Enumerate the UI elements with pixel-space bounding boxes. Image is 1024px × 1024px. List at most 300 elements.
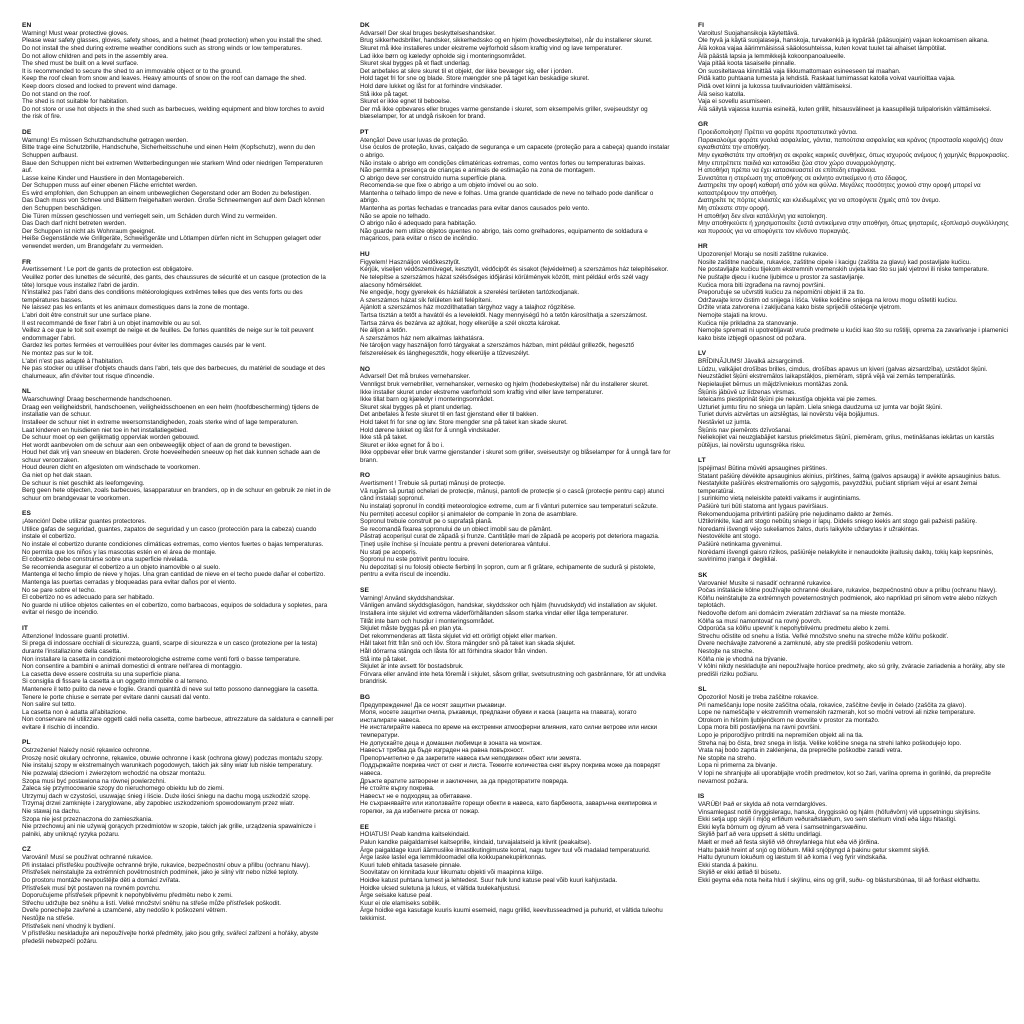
warning-line: Haltu þakið hreint af snjó og blöðum. Mikil snjóþyngd á þakinu getur skemmt skýlið.	[698, 846, 930, 854]
warning-line: Препоръчително е да закрепите навеса към неподвижен обект или земята.	[360, 754, 582, 762]
warning-line: The shed must be built on a level surface.	[22, 60, 139, 68]
warning-line: Veuillez porter des lunettes de sécurité, des gants, des chaussures de sécurité et un casque (protection de la tête) lorsque vous installez l'abri de jardin.	[22, 274, 326, 289]
warning-line: Avertisment ! Trebuie să purtați mănuși de protecție.	[360, 480, 506, 488]
warning-line: Přístřešek není vhodný k bydlení.	[22, 922, 116, 930]
warning-line: La casetta non è adatta all'abitazione.	[22, 708, 128, 716]
warning-line: Atenção! Deve usar luvas de proteção.	[360, 136, 469, 144]
warning-line: Šķūnis jābūvē uz līdzenas virsmas.	[698, 388, 796, 396]
warning-line: Ne stopite na streho.	[698, 754, 757, 762]
warning-line: Si consiglia di fissare la casetta a un oggetto immobile o al terreno.	[22, 678, 209, 686]
warning-line: Kuuri tuleb ehitada tasasele pinnale.	[360, 861, 462, 869]
warning-line: Ärge laske lastel ega lemmikloomadel olla kokkupanekupiirkonnas.	[360, 854, 547, 862]
language-section-ro	[360, 472, 672, 579]
warning-line: Noredami išvengti vėjo sukeliamos žalos, duris laikykite uždarytas ir užrakintas.	[698, 525, 920, 533]
warning-line: Varování! Musí se používat ochranné rukavice.	[22, 854, 153, 862]
warning-line: Figyelem! Használjon védőkesztyűt.	[360, 258, 461, 266]
warning-line: Não se apoie no telhado.	[360, 212, 431, 220]
warning-line: Mantenga las puertas cerradas y bloqueadas para evitar daños por el viento.	[22, 578, 237, 586]
language-section-se	[360, 587, 672, 686]
warning-line: Διατηρείτε την οροφή καθαρή από χιόνι και φύλλα. Μεγάλες ποσότητες χιονιού στην οροφή μπορεί να καταστρέψουν την αποθήκη.	[698, 182, 981, 197]
warning-line: Berg geen hete objecten, zoals barbecues, lasapparatuur en branders, op in de schuur en gebruik ze niet in de schuur om brandgevaar te voorkomen.	[22, 487, 331, 502]
warning-line: Neuzstādiet šķūni ekstremālos laikapstākļos, piemēram, stiprā vējā vai zemās temperatūrās.	[698, 373, 956, 381]
warning-line: Laat kinderen en huisdieren niet toe in het installatiegebied.	[22, 426, 188, 434]
warning-line: Vinsamlegast notið öryggisleragu, hanska, öryggisskó og hjálm (höfuðvörn) við uppsetningu skýlisins.	[698, 808, 981, 816]
warning-line: Trzymaj drzwi zamknięte i zaryglowane, aby zapobiec uszkodzeniom spowodowanym przez wiatr.	[22, 800, 295, 808]
language-section-lt	[698, 457, 1010, 564]
warning-line: Keep doors closed and locked to prevent wind damage.	[22, 82, 178, 90]
warning-line: Do not allow children and pets in the assembly area.	[22, 52, 168, 60]
warning-line: Do not install the shed during extreme weather conditions such as strong winds or low temperatures.	[22, 44, 303, 52]
language-code: BG	[360, 693, 371, 701]
warning-line: Навесът не е подходящ за обитаване.	[360, 792, 473, 800]
warning-line: Utrzymuj dach w czystości, usuwając śnieg i liście. Duże ilości śniegu na dachu mogą uszkodzić szopę.	[22, 792, 311, 800]
warning-line: Der Schuppen ist nicht als Wohnraum geeignet.	[22, 227, 156, 235]
language-code: EN	[22, 22, 32, 29]
warning-line: Não guarde nem utilize objetos quentes no abrigo, tais como grelhadores, equipamento de soldadura e maçaricos, para evitar o risco de incêndio.	[360, 227, 648, 243]
warning-line: Не съхранявайте или използвайте горещи обекти в навеса, като барбекюта, заваръчна екипировка и горелки, за да избегнете риска от пожар.	[360, 800, 657, 816]
warning-line: Η αποθήκη πρέπει να έχει κατασκευαστεί σε επίπεδη επιφάνεια.	[698, 167, 877, 175]
warning-line: Der Schuppen muss auf einer ebenen Fläche errichtet werden.	[22, 182, 198, 190]
warning-line: Neliekojiet vai neuzglabājiet karstus priekšmetus šķūnī, piemēram, grilus, metināšanas iekārtas un karstās pūtējus, lai novērstu ugunsgrēka risku.	[698, 434, 995, 449]
warning-line: Nu stați pe acoperiș.	[360, 548, 418, 556]
warning-line: Vrata naj bodo zaprta in zaklenjena, da preprečite poškodbe zaradi vetra.	[698, 747, 903, 755]
language-code: SE	[360, 586, 369, 594]
warning-line: A szerszámos ház nem alkalmas lakhatásra.	[360, 334, 485, 342]
warning-line: Se recomandă fixarea șopronului de un obiect imobil sau de pământ.	[360, 525, 552, 533]
warning-line: Kôlňu neinštalujte za extrémnych poveternostných podmienok, ako napríklad pri silnom vetre alebo nízkych teplotách.	[698, 594, 997, 610]
warning-line: Ne postavljajte kućicu tijekom ekstremnih vremenskih uvjeta kao što su jaki vjetrovi ili niske temperature.	[698, 266, 989, 274]
warning-line: Use óculos de proteção, luvas, calçado de segurança e um capacete (proteção para a cabeça) quando instalar o abrigo.	[360, 144, 670, 159]
language-section-en	[22, 22, 334, 121]
warning-line: Ikke oppbevar eller bruk varme gjenstander i skuret som griller, sveiseutstyr og blåselamper for å unngå fare for brann.	[360, 449, 671, 464]
warning-line: Älä päästä lapsia ja lemmikkejä kokoonpanoalueelle.	[698, 52, 846, 60]
warning-line: Nestovėkite ant stogo.	[698, 533, 761, 541]
warning-line: Mælt er með að festa skýlið við óhreyfanlega hlut eða við jörðina.	[698, 839, 880, 846]
warning-line: Det rekommenderas att fästa skjulet vid ett orörligt objekt eller marken.	[360, 632, 558, 640]
warning-line: Vaja pitää koota tasaiselle pinnalle.	[698, 60, 796, 68]
warning-line: N'installez pas l'abri dans des conditions météorologiques extrêmes telles que des vents forts ou des températures basses.	[22, 289, 303, 304]
warning-line: Statant pašiūrę dėvėkite apsauginius akinius, pirštines, šalmą (galvos apsaugą) ir avėkite apsauginius batus.	[698, 472, 1001, 480]
language-code: HR	[698, 243, 708, 251]
warning-line: Vänligen använd skyddsglasögon, handskar, skyddsskor och hjälm (huvudskydd) vid installation av skjulet.	[360, 602, 658, 610]
warning-line: Kućica nije prikladna za stanovanje.	[698, 319, 799, 327]
warning-line: Įspėjimas! Būtina mūvėti apsaugines pirštines.	[698, 465, 828, 473]
warning-line: Draag een veiligheidsbril, handschoenen, veiligheidsschoenen en een helm (hoofdbescherming) tijdens de installatie van de schuur.	[22, 403, 319, 419]
warning-line: VARÚÐ! Það er skylda að nota verndarglóves.	[698, 801, 828, 809]
warning-line: Kôlňa sa musí namontovať na rovný povrch.	[698, 617, 822, 625]
warning-line: Ekki standa á þakinu.	[698, 861, 758, 869]
warning-line: Das Dach darf nicht betreten werden.	[22, 220, 127, 228]
warning-line: Pri nameščanju lope nosite zaščitna očala, rokavice, zaščitne čevlje in čelado (zaščita za glavo).	[698, 701, 967, 709]
language-section-nl	[22, 388, 334, 502]
warning-line: O abrigo não é adequado para habitação.	[360, 220, 477, 228]
language-code: HU	[360, 251, 370, 259]
text-column	[22, 22, 334, 953]
warning-line: Doporučujeme přístřešek připevnit k nepohyblivému předmětu nebo k zemi.	[22, 892, 233, 900]
warning-line: Kuur ei ole elamiseks sobilik.	[360, 899, 441, 907]
warning-line: Навесът трябва да бъде изграден на равна повърхност.	[360, 747, 525, 755]
warning-line: Skuret er ikke egnet til beboelse.	[360, 98, 452, 106]
warning-line: Vaja ei sovellu asumiseen.	[698, 98, 773, 106]
warning-line: Dvere nechávajte zatvorené a zamknuté, aby ste predišli poškodeniu vetrom.	[698, 640, 913, 648]
warning-line: Bitte trage eine Schutzbrille, Handschuhe, Sicherheitsschuhe und einen Helm (Kopfschutz), wenn du den Schuppen aufbaust.	[22, 144, 315, 159]
warning-line: Į surinkimo vietą neleiskite patekti vaikams ir augintiniams.	[698, 495, 861, 503]
warning-line: Varoitus! Suojahansikoja käytettävä.	[698, 29, 800, 37]
warning-line: Upozorenje! Moraju se nositi zaštitne rukavice.	[698, 251, 829, 259]
warning-line: Střechu udržujte bez sněhu a listí. Velké množství sněhu na střeše může přístřešek poškodit.	[22, 899, 282, 907]
warning-line: Mantenere il tetto pulito da neve e foglie. Grandi quantità di neve sul tetto possono danneggiare la casetta.	[22, 685, 319, 693]
warning-line: Keep the roof clean from snow and leaves. Heavy amounts of snow on the roof can damage the shed.	[22, 75, 307, 83]
language-code: SK	[698, 571, 708, 579]
warning-line: Utilice gafas de seguridad, guantes, zapatos de seguridad y un casco (protección para la cabeza) cuando instale el cobertizo.	[22, 525, 317, 541]
warning-line: Ne pas stocker ou utiliser d'objets chauds dans l'abri, tels que des barbecues, du matériel de soudage et des chalumeaux, afin d'éviter tout risque d'incendie.	[22, 365, 326, 380]
text-column	[698, 22, 1010, 893]
language-section-fi	[698, 22, 1010, 113]
warning-line: Zaleca się przymocowanie szopy do nieruchomego obiektu lub do ziemi.	[22, 785, 224, 793]
warning-line: Nestāviet uz jumta.	[698, 418, 752, 426]
warning-line: Heiße Gegenstände wie Grillgeräte, Schweißgeräte und Lötlampen dürfen nicht im Schuppen gelagert oder verwendet werden, um Brandgefahr zu vermeiden.	[22, 235, 322, 251]
warning-line: Ne engedje, hogy gyerekek és háziállatok a szerelési területen tartózkodjanak.	[360, 289, 580, 297]
language-section-ee	[360, 824, 672, 923]
language-code: EE	[360, 823, 369, 831]
language-section-gr	[698, 121, 1010, 235]
warning-line: Do prostoru montáže nevpouštějte děti a domácí zvířata.	[22, 876, 181, 884]
warning-line: Håll taket fritt från snö och löv. Stora mängder snö på taket kan skada skjulet.	[360, 640, 576, 648]
warning-line: Der må ikke opbevares eller bruges varme genstande i skuret, som eksempelvis griller, svejseudstyr og blæselamper, for at undgå risikoen for brand.	[360, 105, 648, 121]
language-code: FR	[22, 258, 31, 266]
warning-line: L'abri doit être construit sur une surface plane.	[22, 311, 152, 319]
warning-line: Não instale o abrigo em condições climatéricas extremas, como ventos fortes ou temperaturas baixas.	[360, 159, 646, 167]
warning-line: Ajánlott a szerszámos ház mozdíthatatlan tárgyhoz vagy a talajhoz rögzítése.	[360, 304, 576, 312]
warning-line: Ole hyvä ja käytä suojalaseja, hanskoja, turvakenkiä ja kypärää (pääsuojain) vajaan kokoamisen aikana.	[698, 37, 989, 45]
warning-line: Förvara eller använd inte heta föremål i skjulet, såsom grillar, svetsutrustning och gasbrännare, för att undvika brandrisk.	[360, 670, 666, 686]
language-code: SL	[698, 686, 707, 694]
warning-line: Ärge hoidke ega kasutage kuuris kuumi esemeid, nagu grillid, keevitusseadmed ja puhurid, et vältida tuleohu tekkimist.	[360, 907, 663, 922]
language-code: GR	[698, 121, 709, 129]
warning-line: Držite vrata zatvorena i zaključana kako biste spriječili oštećenje vjetrom.	[698, 304, 902, 312]
warning-line: Моля, носете защитни очила, ръкавици, предпазни обувки и каска (защита на главата), когато инсталирате навеса.	[360, 709, 637, 724]
language-section-sk	[698, 572, 1010, 679]
warning-line: Szopa nie jest przeznaczona do zamieszkania.	[22, 815, 153, 823]
warning-line: Skýlið er ekki ætlað til búsetu.	[698, 869, 782, 877]
warning-line: Opozorilo! Nositi je treba zaščitne rokavice.	[698, 694, 819, 702]
warning-line: Strechu očistite od snehu a lístia. Veľké množstvo snehu na streche môže kôlňu poškodiť.	[698, 632, 949, 640]
warning-line: Ikke installer skuret under ekstreme værforhold som kraftig vind eller lave temperaturer.	[360, 388, 604, 396]
warning-line: Het wordt aanbevolen om de schuur aan een onbeweeglijk object of aan de grond te bevestigen.	[22, 441, 292, 449]
warning-line: Älä säilytä vajassa kuumia esineitä, kuten grillit, hitsausvälineet ja kaasupillejä tulipaloriskin välttämiseksi.	[698, 105, 992, 113]
warning-line: Nie instaluj szopy w ekstremalnych warunkach pogodowych, takich jak silny wiatr lub niskie temperatury.	[22, 762, 313, 770]
language-code: IS	[698, 793, 705, 801]
warning-line: Varning! Använd skyddshandskar.	[360, 594, 455, 602]
warning-line: Non consentire a bambini e animali domestici di entrare nell'area di montaggio.	[22, 663, 242, 671]
warning-line: The shed is not suitable for habitation.	[22, 98, 129, 106]
language-section-hu	[360, 251, 672, 358]
language-code: ES	[22, 510, 31, 518]
text-column	[360, 22, 672, 931]
warning-line: Det anbefales å feste skuret til en fast gjenstand eller til bakken.	[360, 411, 539, 419]
warning-line: V přístřešku neskladujte ani nepoužívejte horké předměty, jako jsou grily, svářecí zařízení a hořáky, abyste předešli nebezpečí požáru.	[22, 930, 319, 945]
language-code: RO	[360, 472, 371, 480]
warning-line: Die Türen müssen geschlossen und verriegelt sein, um Schäden durch Wind zu vermeiden.	[22, 212, 278, 220]
warning-line: Pašiūrė turi būti statoma ant lygaus paviršiaus.	[698, 503, 829, 511]
warning-line: Älä seiso katolla.	[698, 90, 746, 98]
warning-columns	[22, 22, 1009, 953]
warning-line: Streha naj bo čista, brez snega in listja. Velike količine snega na strehi lahko poškodujejo lopo.	[698, 739, 962, 747]
warning-line: Șopronul nu este potrivit pentru locuire.	[360, 556, 470, 564]
warning-line: Поддържайте покрива чист от сняг и листа. Тежките количества сняг върху покрива може да повредят навеса.	[360, 762, 661, 778]
warning-line: Kôlňa nie je vhodná na bývanie.	[698, 655, 788, 663]
warning-line: It is recommended to secure the shed to an immovable object or to the ground.	[22, 67, 242, 75]
warning-line: Skjulet måste byggas på en plan yta.	[360, 625, 463, 633]
warning-line: Si prega di indossare occhiali di sicurezza, guanti, scarpe di sicurezza e un casco (protezione per la testa) durante l'installazione della casetta.	[22, 640, 318, 655]
warning-line: Uzturiet jumtu tīru no sniega un lapām. Liela sniega daudzuma uz jumta var bojāt šķūni.	[698, 403, 943, 411]
warning-line: Proszę nosić okulary ochronne, rękawice, obuwie ochronne i kask (ochrona głowy) podczas montażu szopy.	[22, 754, 323, 762]
warning-line: Διατηρείτε τις πόρτες κλειστές και κλειδωμένες για να αποφύγετε ζημιές από τον άνεμο.	[698, 197, 941, 205]
warning-line: Προειδοποίηση! Πρέπει να φοράτε προστατευτικά γάντια.	[698, 129, 858, 137]
warning-line: Håll dörrarna stängda och låsta för att förhindra skador från vinden.	[360, 647, 548, 655]
warning-line: Přístřešek musí být postaven na rovném povrchu.	[22, 884, 161, 892]
warning-line: La casetta deve essere costruita su una superficie piana.	[22, 670, 181, 678]
warning-line: Waarschuwing! Draag beschermende handschoenen.	[22, 396, 172, 404]
language-code: CZ	[22, 846, 31, 854]
warning-line: Lopa ni primerna za bivanje.	[698, 762, 778, 770]
warning-line: No guarde ni utilice objetos calientes en el cobertizo, como barbacoas, equipos de soldadura y sopletes, para evitar el riesgo de incendio.	[22, 601, 328, 617]
warning-line: De schuur moet op een gelijkmatig oppervlak worden gebouwd.	[22, 434, 200, 442]
warning-line: Nestatykite pašiūrės ekstremaliomis oro sąlygomis, pavyzdžiui, pučiant stipriam vėjui ar esant žemai temperatūrai.	[698, 480, 978, 495]
language-code: DK	[360, 22, 370, 29]
warning-line: Ne telepítse a szerszámos házat szélsőséges időjárási körülmények között, mint például erős szél vagy alacsony hőmérséklet.	[360, 274, 649, 289]
warning-line: Installera inte skjulet vid extrema väderförhållanden såsom starka vindar eller låga temperaturer.	[360, 609, 629, 617]
warning-line: Nie przechowuj ani nie używaj gorących przedmiotów w szopie, takich jak grille, urządzenia spawalnicze i palniki, aby uniknąć ryzyka pożaru.	[22, 823, 316, 838]
warning-line: A szerszámos házat sík felületen kell felépíteni.	[360, 296, 492, 304]
warning-line: Soovitatav on kinnitada kuur liikumatu objekti või maapinna külge.	[360, 869, 544, 877]
warning-line: Lasse keine Kinder und Haustiere in den Montagebereich.	[22, 174, 185, 182]
warning-line: Lad ikke børn og kæledyr opholde sig i monteringsområdet.	[360, 52, 526, 60]
warning-line: Stå inte på taket.	[360, 655, 408, 663]
warning-line: Palun kandke paigaldamisel kaitseprille, kindaid, turvajalatseid ja kiivrit (peakaitse).	[360, 839, 592, 846]
warning-line: Älä kokoa vajaa äärimmäisissä sääolosuhteissa, kuten kovat tuulet tai alhaiset lämpötilat.	[698, 44, 947, 52]
warning-line: Pašiūrė netinkama gyvenimui.	[698, 541, 782, 549]
warning-line: Ostrzeżenie! Należy nosić rękawice ochronne.	[22, 747, 152, 755]
warning-line: Varovanie! Musíte si nasadiť ochranné rukavice.	[698, 579, 833, 587]
warning-line: Nosite zaštitne naočale, rukavice, zaštitne cipele i kacigu (zaštita za glavu) kad postavljate kućicu.	[698, 258, 972, 266]
warning-line: Advarsel! Det må brukes vernehansker.	[360, 373, 471, 381]
warning-line: Nemojte spremati ni upotrebljavati vruće predmete u kućici kao što su roštilji, oprema za zavarivanje i plamenici kako biste izbjegli opasnost od požara.	[698, 327, 1009, 342]
warning-line: ¡Atención! Debe utilizar guantes protectores.	[22, 518, 147, 526]
language-section-dk	[360, 22, 672, 121]
language-code: NL	[22, 388, 31, 396]
language-section-cz	[22, 846, 334, 945]
warning-line: Предупреждение! Да се носят защитни ръкавици.	[360, 701, 507, 709]
warning-line: Lope ne nameščajte v ekstremnih vremenskih razmerah, kot so močni vetrovi ali nizke temperature.	[698, 709, 976, 717]
warning-line: Avertissement ! Le port de gants de protection est obligatoire.	[22, 266, 194, 274]
language-section-pt	[360, 129, 672, 243]
warning-line: Mantenha o telhado limpo de neve e folhas. Uma grande quantidade de neve no telhado pode danificar o abrigo.	[360, 189, 654, 205]
warning-line: Installeer de schuur niet in extreme weersomstandigheden, zoals sterke wind of lage temperaturen.	[22, 418, 299, 426]
warning-line: Es wird empfohlen, den Schuppen an einem unbeweglichen Gegenstand oder am Boden zu befestigen.	[22, 189, 312, 197]
language-code: IT	[22, 624, 29, 632]
warning-line: Stå ikke på taget.	[360, 90, 409, 98]
warning-line: Baue den Schuppen nicht bei extremen Wetterbedingungen wie starkem Wind oder niedrigen Temperaturen auf.	[22, 159, 323, 175]
warning-line: Tartsa zárva és bezárva az ajtókat, hogy elkerülje a szél okozta károkat.	[360, 319, 561, 327]
warning-line: L'abri n'est pas adapté à l'habitation.	[22, 357, 124, 365]
warning-line: El cobertizo debe construirse sobre una superficie nivelada.	[22, 556, 189, 564]
warning-line: Lopo je priporočljivo pritrditi na nepremičen objekt ali na tla.	[698, 732, 864, 740]
language-code: NO	[360, 365, 371, 373]
warning-line: Vă rugăm să purtați ochelari de protecție, mănuși, pantofi de protecție și o cască (protecție pentru cap) atunci când instalați șopronul.	[360, 487, 665, 503]
language-section-pl	[22, 739, 334, 838]
warning-line: Nu instalați șopronul în condiții meteorologice extreme, cum ar fi vânturi puternice sau temperaturi scăzute.	[360, 503, 658, 511]
warning-line: Haltu dyrunum lokuðum og læstum til að koma í veg fyrir vindskaða.	[698, 854, 888, 862]
warning-line: Η αποθήκη δεν είναι κατάλληλη για κατοίκηση.	[698, 212, 828, 220]
warning-line: El cobertizo no es adecuado para ser habitado.	[22, 594, 154, 602]
warning-line: Συνιστάται η στερέωση της αποθήκης σε ακίνητο αντικείμενο ή στο έδαφος.	[698, 174, 908, 182]
warning-line: Rekomenduojama pritvirtinti pašiūrę prie nejudinamo daikto ar žemės.	[698, 510, 893, 518]
language-section-fr	[22, 259, 334, 381]
warning-line: Дръжте вратите затворени и заключени, за да предотвратите повреда.	[360, 777, 569, 785]
language-section-de	[22, 129, 334, 251]
warning-line: Nu depozitați și nu folosiți obiecte fierbinți în șopron, cum ar fi grătare, echipamente de sudură și pistolete, pentru a evita riscul de incendiu.	[360, 563, 656, 579]
language-code: LV	[698, 350, 707, 358]
warning-line: Počas inštalácie kôlne používajte ochranné okuliare, rukavice, bezpečnostnú obuv a prilbu (ochranu hlavy).	[698, 587, 997, 595]
warning-line: Skýlið þarf að vera uppsett á sléttu undirlagi.	[698, 831, 822, 839]
warning-line: Παρακαλούμε φοράτε γυαλιά ασφαλείας, γάντια, παπούτσια ασφαλείας και κράνος (προστασία κεφαλής) όταν εγκαθιστάτε την αποθήκη.	[698, 136, 1003, 152]
warning-line: Pidä ovet kiinni ja lukossa tuulivaurioiden välttämiseksi.	[698, 82, 853, 90]
warning-line: Nu permiteți accesul copiilor și animalelor de companie în zona de asamblare.	[360, 510, 578, 518]
language-section-no	[360, 366, 672, 465]
warning-line: Houd het dak vrij van sneeuw en bladeren. Grote hoeveelheden sneeuw op het dak kunnen schade aan de schuur veroorzaken.	[22, 449, 321, 464]
warning-line: Ärge paigaldage kuuri äärmuslike ilmastikutingimuste korral, nagu tugev tuul või madalad temperatuurid.	[360, 846, 651, 854]
warning-line: Tartsa tisztán a tetőt a havától és a levelektől. Nagy mennyiségű hó a tetőn károsíthatja a szerszámost.	[360, 311, 648, 319]
warning-line: Ne montez pas sur le toit.	[22, 349, 94, 357]
warning-line: Non salire sul tetto.	[22, 701, 76, 709]
warning-line: Ikke stå på taket.	[360, 434, 408, 442]
warning-line: Ga niet op het dak staan.	[22, 472, 93, 480]
warning-line: Ne álljon a tetőn.	[360, 327, 408, 335]
warning-line: Užtikrinkite, kad ant stogo nebūtų sniego ir lapų. Didelis sniego kiekis ant stogo gali pažeisti pašiūrę.	[698, 518, 977, 526]
warning-line: Brug sikkerhedsbriller, handsker, sikkerhedssko og en hjelm (hovedbeskyttelse), når du installerer skuret.	[360, 37, 653, 45]
warning-line: No se pare sobre el techo.	[22, 586, 96, 594]
warning-line: Šķūnis nav piemērots dzīvošanai.	[698, 426, 792, 434]
warning-line: Nie stawaj na dachu.	[22, 808, 81, 816]
warning-line: Attenzione! Indossare guanti protettivi.	[22, 632, 130, 640]
warning-line: Hold taget fri for sne og blade. Store mængder sne på taget kan beskadige skuret.	[360, 75, 590, 83]
warning-line: Održavajte krov čistim od snijega i lišća. Velike količine snijega na krovu mogu oštetiti kućicu.	[698, 296, 958, 304]
warning-line: Houd deuren dicht en afgesloten om windschade te voorkomen.	[22, 464, 201, 472]
warning-line: De schuur is niet geschikt als leefomgeving.	[22, 479, 145, 487]
warning-line: No permita que los niños y las mascotas estén en el área de montaje.	[22, 548, 217, 556]
language-section-hr	[698, 243, 1010, 342]
warning-line: On suositeltavaa kiinnittää vaja liikkumattomaan esineeseen tai maahan.	[698, 67, 901, 75]
warning-line: Păstrați acoperișul curat de zăpadă și frunze. Cantitățile mari de zăpadă pe acoperiș pot deteriora magazia.	[360, 533, 660, 541]
language-section-sl	[698, 686, 1010, 785]
warning-line: Se recomienda asegurar el cobertizo a un objeto inamovible o al suelo.	[22, 563, 221, 571]
warning-line: Das Dach muss von Schnee und Blättern freigehalten werden. Große Schneemengen auf dem Dach können den Schuppen beschädigen.	[22, 197, 325, 213]
warning-line: Det anbefales at sikre skuret til et objekt, der ikke bevæger sig, eller i jorden.	[360, 67, 574, 75]
warning-line: Mantenga el techo limpio de nieve y hojas. Una gran cantidad de nieve en el techo puede dañar el cobertizo.	[22, 571, 326, 579]
warning-line: V kôlni nikdy neskladujte ani nepoužívajte horúce predmety, ako sú grily, zváracie zariadenia a horáky, aby ste predišli riziku požiaru.	[698, 663, 1005, 678]
warning-line: Hold taket fri for snø og løv. Store mengder snø på taket kan skade skuret.	[360, 418, 568, 426]
warning-line: Hoidke katust puhtana lumest ja lehtedest. Suur hulk lund katuse peal võib kuuri kahjustada.	[360, 876, 618, 884]
warning-line: Otrokom in hišnim ljubljenčkom ne dovolite v prostor za montažo.	[698, 716, 880, 724]
warning-line: HOIATUS! Peab kandma kaitsekindaid.	[360, 831, 470, 839]
warning-line: Ne tároljon vagy használjon forró tárgyakat a szerszámos házban, mint például grillezők, hegesztő felszerelések és lánghegesztők, hogy elkerülje a tűzveszélyt.	[360, 342, 635, 357]
warning-line: Не допускайте деца и домашни любимци в зоната на монтаж.	[360, 739, 543, 747]
warning-line: Não permita a presença de crianças e animais de estimação na zona de montagem.	[360, 167, 596, 175]
warning-line: Turiet durvis aizvērtas un aizslēgtas, lai novērstu vēja bojājumus.	[698, 411, 880, 419]
warning-line: Lopa mora biti postavljena na ravni površini.	[698, 724, 821, 732]
warning-line: O abrigo deve ser construído numa superfície plana.	[360, 174, 507, 182]
warning-line: Norėdami išvengti gaisro rizikos, pašiūrėje nelaikykite ir nenaudokite įkaitusių daiktų, tokių kaip kepsninės, suvirinimo įranga ir degikliai.	[698, 548, 994, 564]
warning-line: Warnung! Es müssen Schutzhandschuhe getragen werden.	[22, 136, 189, 144]
warning-line: Hold dørene lukket og låst for å unngå vindskader.	[360, 426, 501, 434]
warning-line: Přístřešek neinstalujte za extrémních povětrnostních podmínek, jako je silný vítr nebo nízké teploty.	[22, 869, 299, 877]
warning-line: Șopronul trebuie construit pe o suprafață plană.	[360, 518, 493, 526]
warning-line: Skuret skal bygges på et plant underlag.	[360, 403, 473, 411]
warning-line: Μην επιτρέπετε παιδιά και κατοικίδια ζώα στον χώρο συναρμολόγησης.	[698, 159, 896, 167]
warning-line: Не стойте върху покрива.	[360, 785, 435, 793]
warning-line: BRĪDINĀJUMS! Jāvalkā aizsargcimdi.	[698, 358, 805, 366]
warning-line: Hold døre lukket og låst for at forhindre vindskader.	[360, 82, 503, 90]
warning-line: Hoidke uksed suletuna ja lukus, et vältida tuulekahjustusi.	[360, 884, 521, 892]
warning-line: Не инсталирайте навеса по време на екстремни атмосферни влияния, като силни ветрове или ниски температури.	[360, 724, 658, 740]
warning-line: Ärge seisake katuse peal.	[360, 892, 433, 900]
warning-line: Nedovoľte deťom ani domácim zvieratám zdržiavať sa na mieste montáže.	[698, 609, 906, 617]
warning-line: Szopa musi być postawiona na równej powierzchni.	[22, 777, 166, 785]
language-code: FI	[698, 22, 705, 29]
warning-line: Do not stand on the roof.	[22, 90, 92, 98]
language-section-it	[22, 625, 334, 732]
warning-line: Ne laissez pas les enfants et les animaux domestiques dans la zone de montage.	[22, 304, 250, 312]
warning-line: Vennligst bruk vernebriller, vernehansker, vernesko og hjelm (hodebeskyttelse) når du installerer skuret.	[360, 380, 649, 388]
language-code: PT	[360, 128, 369, 136]
warning-line: Warning! Must wear protective gloves.	[22, 29, 129, 37]
warning-line: Ne puštajte djecu i kućne ljubimce u prostor za sastavljanje.	[698, 274, 865, 282]
warning-line: Il est recommandé de fixer l'abri à un objet inamovible ou au sol.	[22, 319, 202, 327]
warning-line: Ieteicams piestiprināt šķūni pie nekustīga objekta vai pie zemes.	[698, 396, 877, 404]
warning-line: Lūdzu, valkājiet drošības brilles, cimdus, drošības apavus un ķiveri (galvas aizsardzība), uzstādot šķūni.	[698, 365, 988, 373]
warning-line: Skuret skal bygges på et fladt underlag.	[360, 60, 471, 68]
warning-line: Do not store or use hot objects in the shed such as barbecues, welding equipment and blow torches to avoid the risk of fire.	[22, 105, 325, 121]
warning-line: Při instalaci přístřešku používejte ochranné brýle, rukavice, bezpečnostní obuv a přilbu (ochranu hlavy).	[22, 861, 311, 869]
warning-line: Non installare la casetta in condizioni meteorologiche estreme come venti forti o basse temperature.	[22, 655, 301, 663]
warning-line: Ikke tillat barn og kjæledyr i monteringsområdet.	[360, 396, 495, 404]
warning-line: Please wear safety glasses, gloves, safety shoes, and a helmet (head protection) when you install the shed.	[22, 37, 323, 45]
warning-line: Dveře ponechejte zavřené a uzamčené, aby nedošlo k poškození větrem.	[22, 907, 228, 915]
warning-line: Preporučuje se učvrstiti kućicu za nepomični objekt ili za tlo.	[698, 289, 865, 297]
warning-line: Nemojte stajati na krovu.	[698, 311, 768, 319]
warning-line: Ekki geyma eða nota heita hluti í skýlinu, eins og grill, suðu- og blástursbúnaa, til að forðast eldhættu.	[698, 876, 981, 884]
warning-line: No instale el cobertizo durante condiciones climáticas extremas, como vientos fuertes o bajas temperaturas.	[22, 541, 324, 549]
warning-line: Tenere le porte chiuse e serrate per evitare danni causati dal vento.	[22, 693, 210, 701]
warning-line: Kućica mora biti izgrađena na ravnoj površini.	[698, 281, 826, 289]
warning-line: Μην αποθηκεύετε ή χρησιμοποιείτε ζεστά αντικείμενα στην αποθήκη, όπως ψησταριές, εξοπλισμό συγκόλλησης και πυρσούς για να αποφύγετε τον κίνδυνο πυρκαγιάς.	[698, 220, 1009, 235]
warning-line: Odporúča sa kôlňu upevniť k nepohyblivému predmetu alebo k zemi.	[698, 625, 890, 633]
warning-line: Nepielaujiet bērnus un mājdzīvniekus montāžas zonā.	[698, 380, 849, 388]
warning-line: Ekki leyfa börnum og dýrum að vera í samsetningarsvæðinu.	[698, 823, 868, 831]
warning-line: Skuret er ikke egnet for å bo i.	[360, 441, 445, 449]
warning-line: Pidä katto puhtaana lumesta ja lehdistä. Raskaat lumimassat katolla voivat vaurioittaa vajaa.	[698, 75, 956, 83]
warning-line: Veillez à ce que le toit soit exempt de neige et de feuilles. De fortes quantités de neige sur le toit peuvent endommager l'abri.	[22, 327, 314, 342]
warning-line: Recomenda-se que fixe o abrigo a um objeto imóvel ou ao solo.	[360, 182, 539, 190]
language-section-lv	[698, 350, 1010, 449]
warning-line: Skjulet är inte avsett för bostadsbruk.	[360, 663, 464, 671]
language-section-es	[22, 510, 334, 617]
language-section-bg	[360, 694, 672, 816]
warning-line: Μη στέκεστε στην οροφή.	[698, 205, 770, 213]
warning-line: Nestojte na streche.	[698, 647, 755, 655]
language-code: LT	[698, 457, 706, 465]
